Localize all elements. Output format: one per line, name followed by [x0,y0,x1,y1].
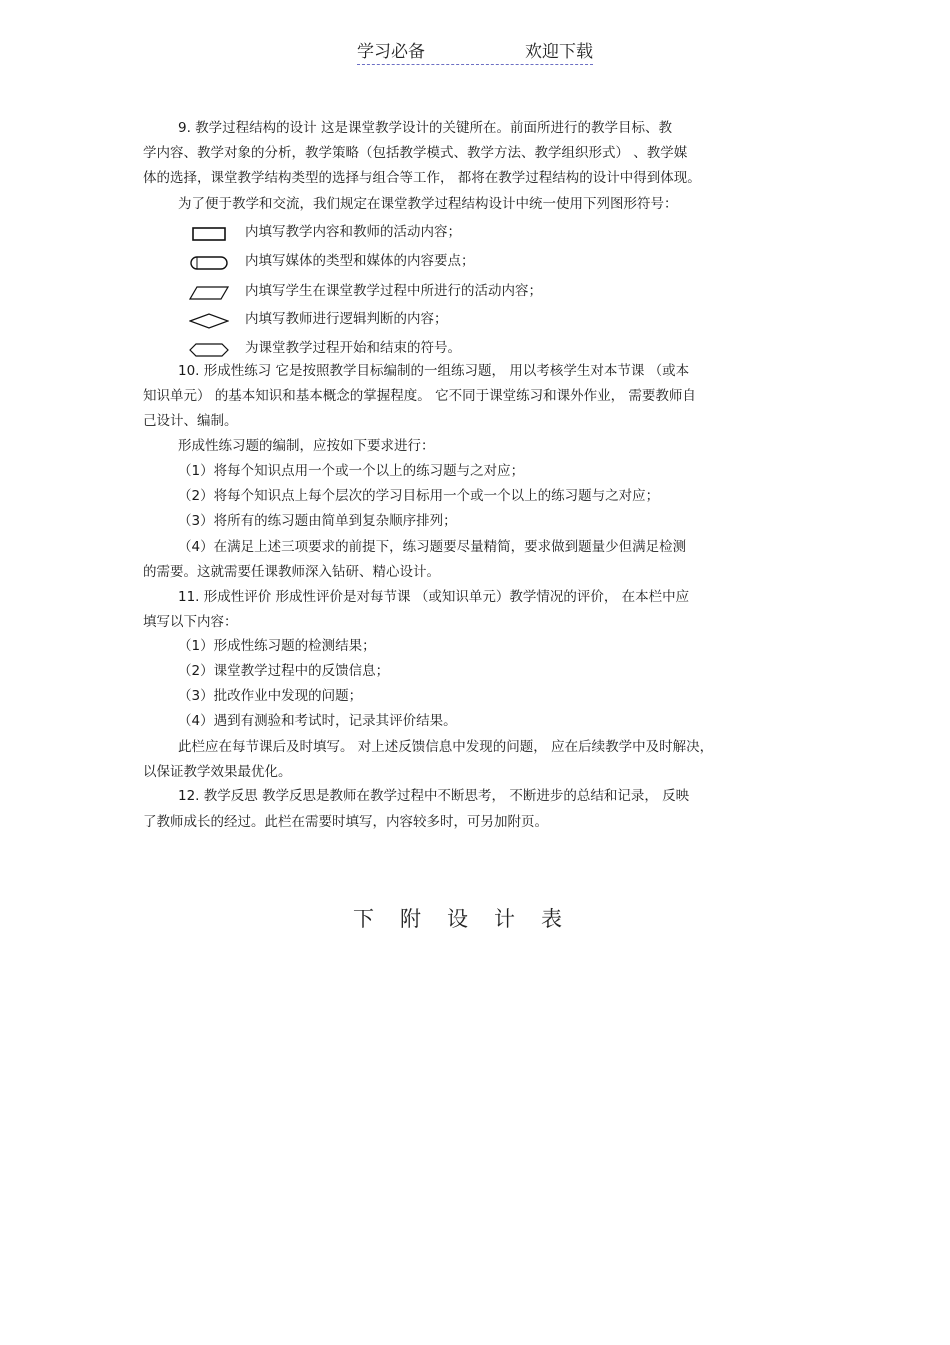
text-line: 内填写媒体的类型和媒体的内容要点； [245,253,475,269]
text-line: （3）将所有的练习题由简单到复杂顺序排列； [178,513,457,529]
text-line: 了教师成长的经过。此栏在需要时填写，内容较多时，可另加附页。 [143,814,548,830]
section-title: 下附设计表 [353,907,588,931]
text-line: 己设计、编制。 [143,413,238,429]
text-line: 形成性练习题的编制，应按如下要求进行： [178,438,435,454]
hexagon-terminal-symbol-icon [189,342,229,358]
text-line: 为了便于教学和交流，我们规定在课堂教学过程结构设计中统一使用下列图形符号： [178,196,678,212]
text-line: 9. 教学过程结构的设计 这是课堂教学设计的关键所在。前面所进行的教学目标、教 [178,120,672,136]
text-line: （1）形成性练习题的检测结果； [178,638,376,654]
page-header [357,40,593,65]
text-line: 内填写学生在课堂教学过程中所进行的活动内容； [245,283,542,299]
rectangle-symbol-icon [189,226,229,242]
text-line: 学内容、教学对象的分析，教学策略（包括教学模式、教学方法、教学组织形式） 、教学媒 [143,145,688,161]
text-line: （3）批改作业中发现的问题； [178,688,363,704]
text-line: 10. 形成性练习 它是按照教学目标编制的一组练习题， 用以考核学生对本节课 （或本 [178,363,690,379]
text-line: 知识单元） 的基本知识和基本概念的掌握程度。 它不同于课堂练习和课外作业， 需要教师自 [143,388,696,404]
text-line: 12. 教学反思 教学反思是教师在教学过程中不断思考， 不断进步的总结和记录， 反映 [178,788,690,804]
text-line: 11. 形成性评价 形成性评价是对每节课 （或知识单元）教学情况的评价， 在本栏中应 [178,589,690,605]
diamond-symbol-icon [189,313,229,329]
text-line: 内填写教学内容和教师的活动内容； [245,224,461,240]
text-line: （1）将每个知识点用一个或一个以上的练习题与之对应； [178,463,525,479]
header-left-text: 学习必备 [357,42,425,62]
text-line: （4）遇到有测验和考试时，记录其评价结果。 [178,713,457,729]
text-line: 内填写教师进行逻辑判断的内容； [245,311,448,327]
text-line: 以保证教学效果最优化。 [143,764,292,780]
parallelogram-symbol-icon [189,285,229,301]
text-line: 体的选择，课堂教学结构类型的选择与组合等工作， 都将在教学过程结构的设计中得到体现。 [143,170,701,186]
text-line: 的需要。这就需要任课教师深入钻研、精心设计。 [143,564,440,580]
text-line: 此栏应在每节课后及时填写。 对上述反馈信息中发现的问题， 应在后续教学中及时解决， [178,739,714,755]
text-line: （2）课堂教学过程中的反馈信息； [178,663,390,679]
text-line: 填写以下内容： [143,614,238,630]
text-line: （2）将每个知识点上每个层次的学习目标用一个或一个以上的练习题与之对应； [178,488,660,504]
text-line: （4）在满足上述三项要求的前提下，练习题要尽量精简，要求做到题量少但满足检测 [178,539,687,555]
text-line: 为课堂教学过程开始和结束的符号。 [245,340,461,356]
rounded-rectangle-symbol-icon [189,255,229,271]
header-right-text: 欢迎下载 [525,42,593,62]
